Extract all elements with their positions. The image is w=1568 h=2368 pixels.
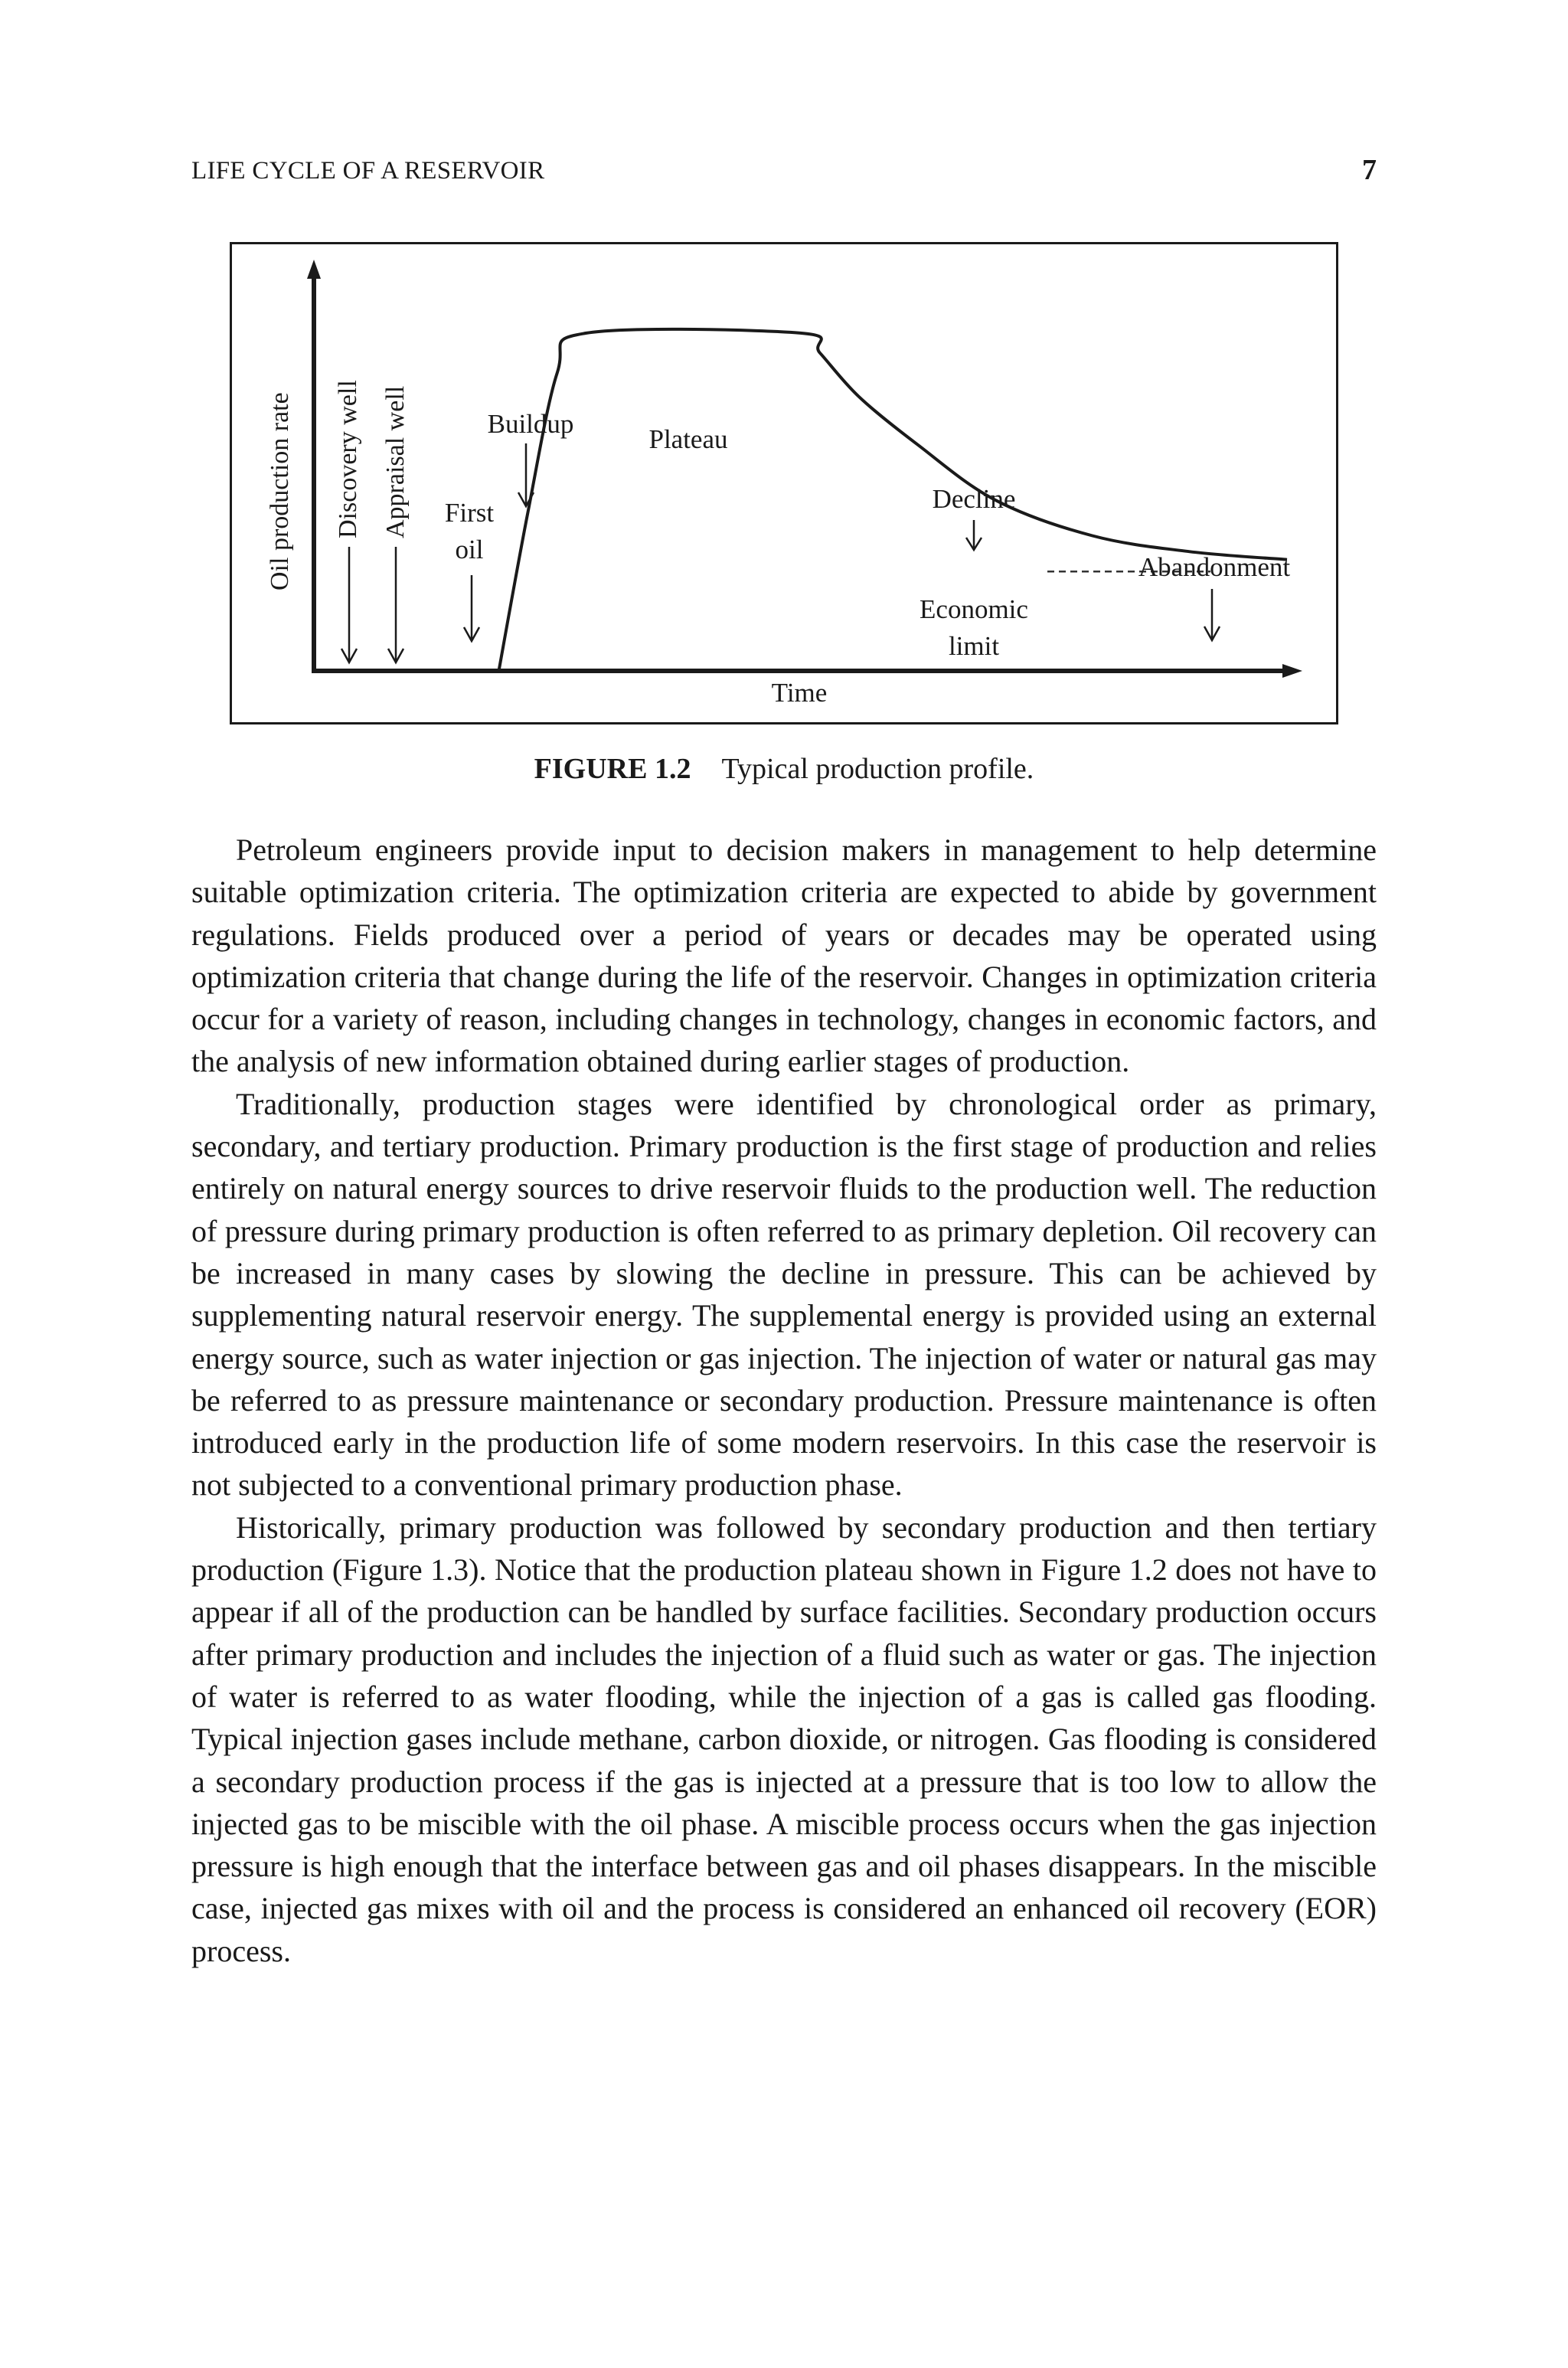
first-oil-label-line1: First xyxy=(444,498,495,528)
paragraph-3: Historically, primary production was followed by secondary production and then tertiary production (Figure 1.3). Notice that the production plateau shown in Figure 1.2 does not have to appear if all of the production can be handled by surface facilities. Secondary production occurs after primary production and includes the injection of a fluid such as water or gas. The injection of water is referred to as water flooding, while the injection of a gas is called gas flooding. Typical injection gases include methane, carbon dioxide, or nitrogen. Gas flooding is considered a secondary production process if the gas is injected at a pressure that is too low to allow the injected gas to be miscible with the oil phase. A miscible process occurs when the gas injection pressure is high enough that the interface between gas and oil phases disappears. In the miscible case, injected gas mixes with oil and the process is considered an enhanced oil recovery (EOR) process. xyxy=(191,1509,1377,1968)
first-oil-arrow xyxy=(464,575,479,641)
production-curve xyxy=(499,329,1288,671)
paragraph-2: Traditionally, production stages were identified by chronological order as primary, secondary, and tertiary production. Primary production is the first stage of production and relies entirely on natural energy sources to drive reservoir fluids to the production well. The reduction of pressure during primary production is often referred to as primary depletion. Oil recovery can be increased in many cases by slowing the decline in pressure. This can be achieved by supplementing natural reservoir energy. The supplemental energy is provided using an external energy source, such as water injection or gas injection. The injection of water or natural gas may be referred to as pressure maintenance or secondary production. Pressure maintenance is often introduced early in the production life of some modern reservoirs. In this case the reservoir is not subjected to a conventional primary production phase. xyxy=(191,1086,1377,1503)
discovery-well-arrow xyxy=(341,547,357,662)
page-number: 7 xyxy=(1362,154,1377,186)
discovery-well-label: Discovery well xyxy=(334,380,362,538)
x-axis-arrowhead xyxy=(1282,664,1302,678)
figure-caption xyxy=(0,752,1568,786)
figure-1-2 xyxy=(230,242,1338,724)
production-profile-chart xyxy=(232,244,1336,722)
appraisal-well-label: Appraisal well xyxy=(381,385,410,538)
decline-label: Decline xyxy=(932,484,1016,514)
y-axis-label: Oil production rate xyxy=(266,392,294,590)
economic-limit-label-line2: limit xyxy=(948,631,1000,661)
running-head: LIFE CYCLE OF A RESERVOIR xyxy=(191,157,545,185)
figure-number: FIGURE 1.2 xyxy=(534,753,691,785)
buildup-label: Buildup xyxy=(487,409,574,439)
y-axis-arrowhead xyxy=(307,260,321,279)
decline-arrow xyxy=(966,520,982,550)
x-axis-label: Time xyxy=(771,678,828,708)
first-oil-label-line2: oil xyxy=(455,535,484,564)
figure-caption-text: Typical production profile. xyxy=(721,753,1034,785)
abandonment-label: Abandonment xyxy=(1138,552,1291,582)
body-text xyxy=(191,829,1377,1972)
economic-limit-label-line1: Economic xyxy=(920,594,1028,624)
appraisal-well-arrow xyxy=(388,547,403,662)
plateau-label: Plateau xyxy=(648,424,728,454)
paragraph-1: Petroleum engineers provide input to decision makers in management to help determine suitable optimization criteria. The optimization criteria are expected to abide by government regulations. Fields produced over a period of years or decades may be operated using optimization criteria that change during the life of the reservoir. Changes in optimization criteria occur for a variety of reason, including changes in technology, changes in economic factors, and the analysis of new information obtained during earlier stages of production. xyxy=(191,832,1377,1079)
abandonment-arrow xyxy=(1204,589,1220,640)
